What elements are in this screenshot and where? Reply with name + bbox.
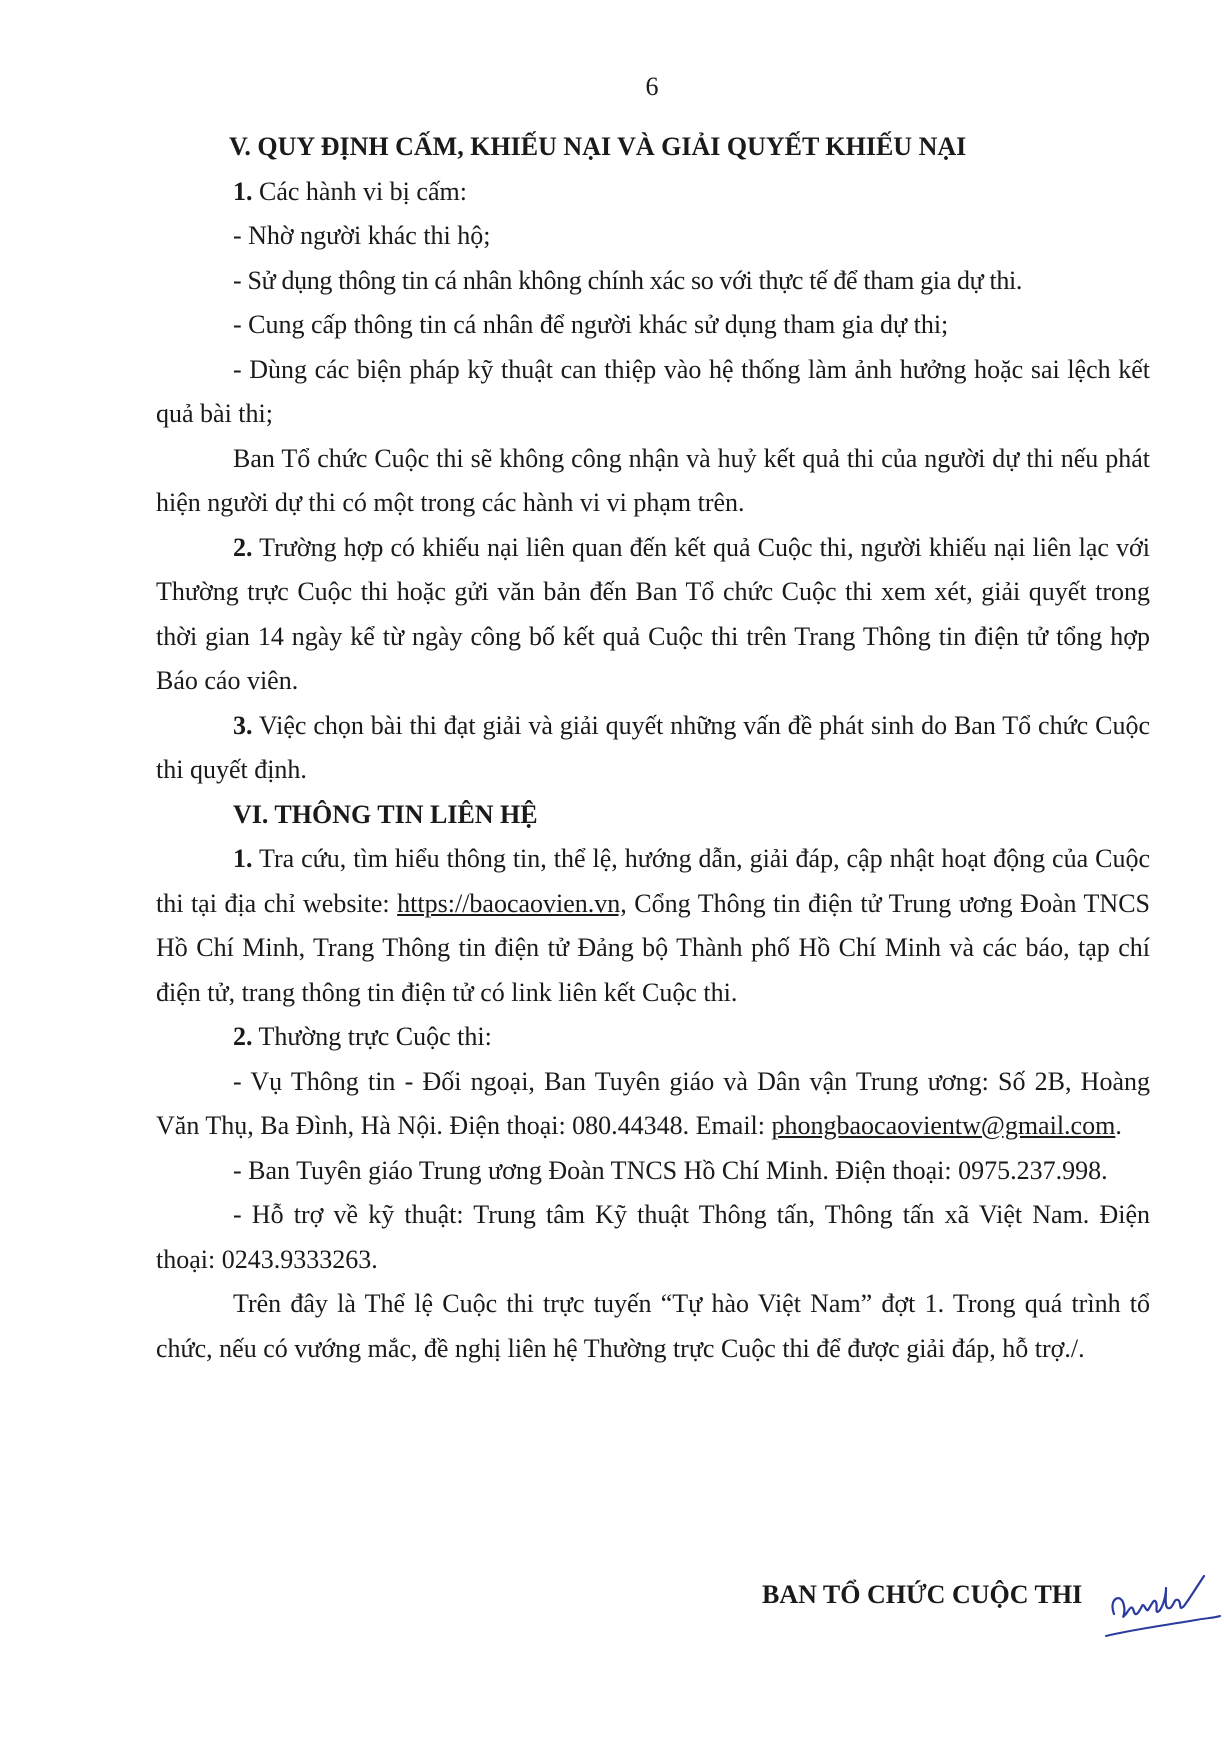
document-body xyxy=(156,125,1150,1371)
contact-end: . xyxy=(1115,1111,1122,1140)
section-6-item-1 xyxy=(156,837,1150,1015)
email-link[interactable]: phongbaocaovientw@gmail.com xyxy=(771,1111,1116,1140)
item-number: 3. xyxy=(233,710,253,740)
prohibited-bullet-1: - Nhờ người khác thi hộ; xyxy=(233,221,491,250)
item-number: 2. xyxy=(233,1022,253,1051)
item-text: Tra cứu, tìm hiểu thông tin, thể lệ, hướng dẫn, giải đáp, cập nhật hoạt động của Cuộc thi tại địa chỉ website: xyxy=(156,844,1150,918)
section-6-heading: VI. THÔNG TIN LIÊN HỆ xyxy=(233,799,538,829)
section-5-item-1 xyxy=(156,170,1150,215)
contact-text: - Vụ Thông tin - Đối ngoại, Ban Tuyên giáo và Dân vận Trung ương: Số 2B, Hoàng Văn Thụ, Ba Đình, Hà Nội. Điện thoại: 080.44348. Email: xyxy=(156,1066,1150,1140)
item-text: Việc chọn bài thi đạt giải và giải quyết những vấn đề phát sinh do Ban Tổ chức Cuộc thi quyết định. xyxy=(156,710,1150,784)
item-text: Thường trực Cuộc thi: xyxy=(252,1022,492,1051)
prohibited-bullet-3: - Cung cấp thông tin cá nhân để người khác sử dụng tham gia dự thi; xyxy=(233,310,949,339)
prohibited-bullet-2: - Sử dụng thông tin cá nhân không chính xác so với thực tế để tham gia dự thi. xyxy=(233,265,1023,295)
prohibited-bullet-4: - Dùng các biện pháp kỹ thuật can thiệp vào hệ thống làm ảnh hưởng hoặc sai lệch kết quả bài thi; xyxy=(156,354,1150,428)
item-number: 1. xyxy=(233,176,253,206)
organizer-signoff: BAN TỔ CHỨC CUỘC THI xyxy=(762,1580,1083,1609)
item-text: Trường hợp có khiếu nại liên quan đến kết quả Cuộc thi, người khiếu nại liên lạc với Thường trực Cuộc thi hoặc gửi văn bản đến Ban Tổ chức Cuộc thi xem xét, giải quyết trong thời gian 14 ngày kể từ ngày công bố kết quả Cuộc thi trên Trang Thông tin điện tử tổng hợp Báo cáo viên. xyxy=(156,532,1150,695)
closing-paragraph: Trên đây là Thể lệ Cuộc thi trực tuyến “Tự hào Việt Nam” đợt 1. Trong quá trình tổ chức, nếu có vướng mắc, đề nghị liên hệ Thường trực Cuộc thi để được giải đáp, hỗ trợ./. xyxy=(156,1289,1150,1363)
contact-1 xyxy=(156,1060,1150,1149)
item-text: Các hành vi bị cấm: xyxy=(252,176,467,206)
section-5-item-2 xyxy=(156,526,1150,704)
item-number: 1. xyxy=(233,844,253,873)
section-6-item-2 xyxy=(156,1015,1150,1060)
section-5-heading: V. QUY ĐỊNH CẤM, KHIẾU NẠI VÀ GIẢI QUYẾT KHIẾU NẠI xyxy=(229,132,967,161)
contact-3: - Hỗ trợ về kỹ thuật: Trung tâm Kỹ thuật Thông tấn, Thông tấn xã Việt Nam. Điện thoại: 0243.9333263. xyxy=(156,1200,1150,1274)
website-link[interactable]: https://baocaovien.vn, xyxy=(397,888,627,918)
item-text-continued: Cổng Thông tin điện tử Trung ương Đoàn TNCS Hồ Chí Minh, Trang Thông tin điện tử Đảng bộ Thành phố Hồ Chí Minh và các báo, tạp chí điện tử, trang thông tin điện tử có link liên kết Cuộc thi. xyxy=(156,888,1150,1007)
item-number: 2. xyxy=(233,532,253,562)
page-number: 6 xyxy=(645,72,659,101)
signature-mark xyxy=(1100,1558,1224,1648)
violation-note: Ban Tổ chức Cuộc thi sẽ không công nhận và huỷ kết quả thi của người dự thi nếu phát hiện người dự thi có một trong các hành vi vi phạm trên. xyxy=(156,443,1150,517)
section-5-item-3 xyxy=(156,704,1150,793)
contact-2: - Ban Tuyên giáo Trung ương Đoàn TNCS Hồ Chí Minh. Điện thoại: 0975.237.998. xyxy=(233,1155,1108,1185)
